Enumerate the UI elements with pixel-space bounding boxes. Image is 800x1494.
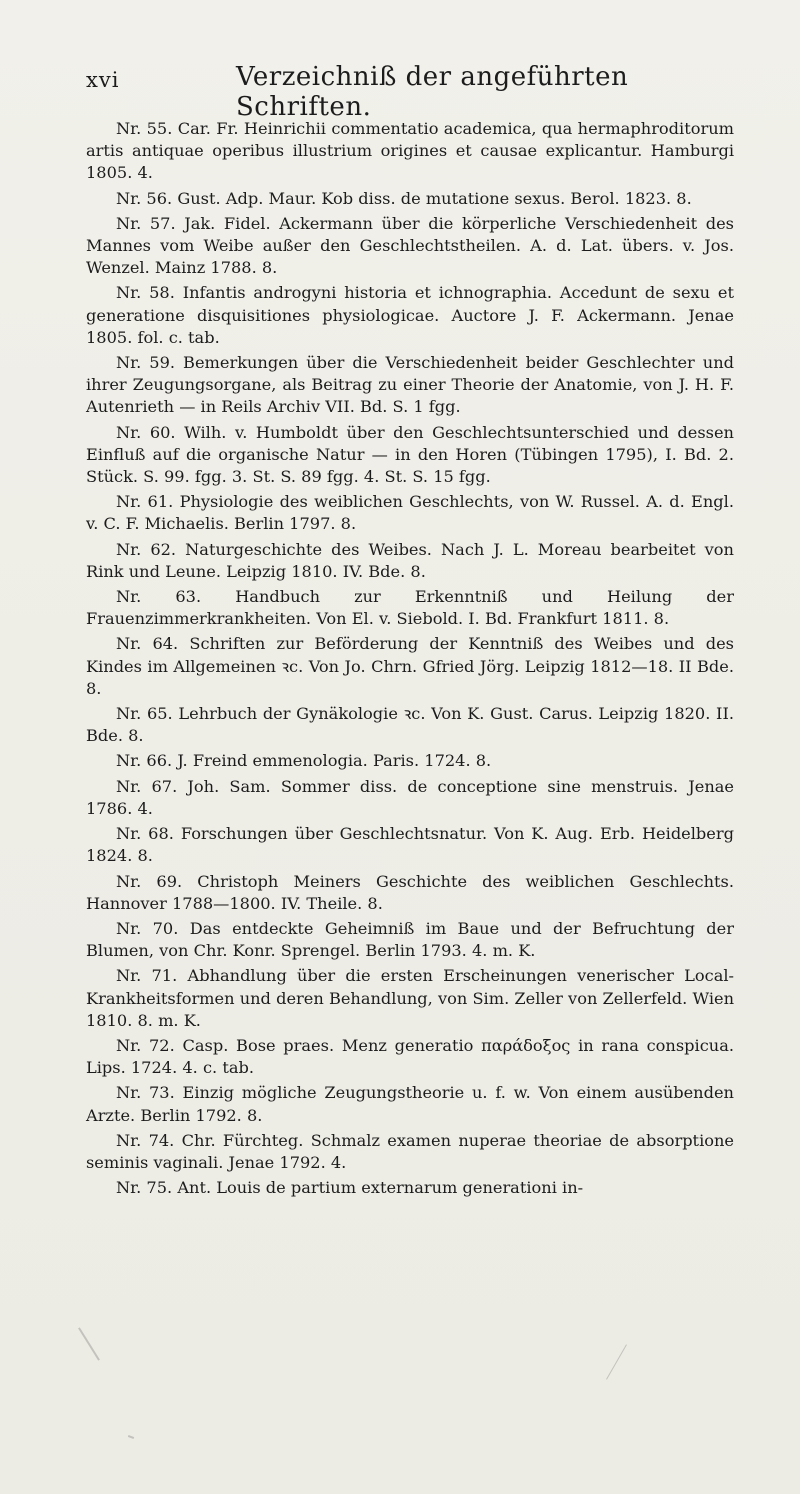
entry-number: Nr. 58. bbox=[116, 283, 175, 303]
entry-number: Nr. 61. bbox=[116, 492, 174, 512]
bibliography-entry bbox=[86, 422, 734, 489]
entry-number: Nr. 56. bbox=[116, 188, 173, 208]
entry-number: Nr. 66. bbox=[116, 751, 173, 771]
entry-text: Ant. Louis de partium externarum generationi in- bbox=[177, 1178, 584, 1198]
entry-number: Nr. 73. bbox=[116, 1083, 175, 1103]
bibliography-entry bbox=[86, 118, 734, 185]
bibliography-entry bbox=[86, 823, 734, 867]
entry-text: Infantis androgyni historia et ichnographia. Accedunt de sexu et generatione disquisitiones physiologicae. Auctore J. F. Ackermann. Jenae 1805. fol. c. tab. bbox=[86, 283, 734, 347]
entry-text: Jak. Fidel. Ackermann über die körperliche Verschiedenheit des Mannes vom Weibe außer den Geschlechtstheilen. A. d. Lat. übers. v. Jos. Wenzel. Mainz 1788. 8. bbox=[86, 213, 734, 278]
entry-number: Nr. 64. bbox=[116, 634, 179, 654]
entry-text: Naturgeschichte des Weibes. Nach J. L. Moreau bearbeitet von Rink und Leune. Leipzig 1810. IV. Bde. 8. bbox=[86, 539, 734, 581]
entry-text: Gust. Adp. Maur. Kob diss. de mutatione sexus. Berol. 1823. 8. bbox=[177, 188, 692, 208]
entry-number: Nr. 65. bbox=[116, 704, 173, 724]
bibliography-entry bbox=[86, 1177, 734, 1199]
bibliography-list bbox=[86, 118, 734, 1202]
entry-number: Nr. 74. bbox=[116, 1130, 175, 1150]
entry-text: Lehrbuch der Gynäkologie ꝛc. Von K. Gust. Carus. Leipzig 1820. II. Bde. 8. bbox=[86, 704, 734, 746]
paper-speck bbox=[78, 1327, 100, 1360]
entry-number: Nr. 57. bbox=[116, 213, 176, 233]
bibliography-entry bbox=[86, 213, 734, 280]
entry-text: Physiologie des weiblichen Geschlechts, von W. Russel. A. d. Engl. v. C. F. Michaelis. Berlin 1797. 8. bbox=[86, 492, 734, 534]
bibliography-entry bbox=[86, 918, 734, 962]
page-number: xvi bbox=[86, 68, 120, 92]
entry-text: Einzig mögliche Zeugungstheorie u. f. w. Von einem ausübenden Arzte. Berlin 1792. 8. bbox=[86, 1083, 734, 1125]
entry-text: Christoph Meiners Geschichte des weiblichen Geschlechts. Hannover 1788—1800. IV. Theile. 8. bbox=[86, 871, 734, 913]
entry-text: Forschungen über Geschlechtsnatur. Von K. Aug. Erb. Heidelberg 1824. 8. bbox=[86, 824, 734, 866]
bibliography-entry bbox=[86, 1035, 734, 1079]
bibliography-entry bbox=[86, 539, 734, 583]
entry-number: Nr. 59. bbox=[116, 353, 176, 373]
entry-text: Schriften zur Beförderung der Kenntniß des Weibes und des Kindes im Allgemeinen ꝛc. Von Jo. Chrn. Gfried Jörg. Leipzig 1812—18. II Bde. 8. bbox=[86, 634, 734, 698]
entry-number: Nr. 72. bbox=[116, 1035, 175, 1055]
bibliography-entry bbox=[86, 703, 734, 747]
bibliography-entry bbox=[86, 750, 734, 772]
entry-number: Nr. 67. bbox=[116, 776, 178, 796]
entry-text: Bemerkungen über die Verschiedenheit beider Geschlechter und ihrer Zeugungsorgane, als Beitrag zu einer Theorie der Anatomie, von J. H. F. Autenrieth — in Reils Archiv VII. Bd. S. 1 fgg. bbox=[86, 353, 734, 417]
paper-speck bbox=[128, 1435, 134, 1439]
entry-number: Nr. 70. bbox=[116, 918, 179, 938]
entry-text: Wilh. v. Humboldt über den Geschlechtsunterschied und dessen Einfluß auf die organische Natur — in den Horen (Tübingen 1795), I. Bd. 2. Stück. S. 99. fgg. 3. St. S. 89 fgg. 4. St. S. 15 fgg. bbox=[86, 422, 734, 487]
entry-text: Casp. Bose praes. Menz generatio παράδοξος in rana conspicua. Lips. 1724. 4. c. tab. bbox=[86, 1035, 734, 1078]
page-header bbox=[86, 62, 730, 122]
bibliography-entry bbox=[86, 1082, 734, 1126]
running-title: Verzeichniß der angeführten Schriften. bbox=[236, 62, 629, 122]
entry-number: Nr. 63. bbox=[116, 587, 202, 607]
bibliography-entry bbox=[86, 633, 734, 700]
entry-number: Nr. 68. bbox=[116, 824, 174, 844]
entry-number: Nr. 55. bbox=[116, 119, 173, 138]
bibliography-entry bbox=[86, 352, 734, 419]
entry-text: Car. Fr. Heinrichii commentatio academica, qua hermaphroditorum artis antiquae operibus illustrium origines et causae explicantur. Hamburgi 1805. 4. bbox=[86, 119, 734, 183]
bibliography-entry bbox=[86, 871, 734, 915]
bibliography-entry bbox=[86, 1130, 734, 1174]
bibliography-entry bbox=[86, 282, 734, 349]
entry-number: Nr. 60. bbox=[116, 422, 176, 442]
entry-text: J. Freind emmenologia. Paris. 1724. 8. bbox=[177, 751, 492, 771]
entry-text: Abhandlung über die ersten Erscheinungen venerischer Local-Krankheitsformen und deren Behandlung, von Sim. Zeller von Zellerfeld. Wien 1810. 8. m. K. bbox=[86, 966, 734, 1030]
entry-number: Nr. 69. bbox=[116, 871, 183, 891]
entry-text: Chr. Fürchteg. Schmalz examen nuperae theoriae de absorptione seminis vaginali. Jenae 1792. 4. bbox=[86, 1130, 734, 1172]
bibliography-entry bbox=[86, 491, 734, 535]
bibliography-entry bbox=[86, 586, 734, 630]
entry-text: Handbuch zur Erkenntniß und Heilung der Frauenzimmerkrankheiten. Von El. v. Siebold. I. Bd. Frankfurt 1811. 8. bbox=[86, 587, 734, 629]
entry-number: Nr. 71. bbox=[116, 966, 178, 986]
bibliography-entry bbox=[86, 188, 734, 210]
entry-number: Nr. 62. bbox=[116, 539, 177, 559]
bibliography-entry bbox=[86, 965, 734, 1032]
entry-number: Nr. 75. bbox=[116, 1178, 173, 1198]
entry-text: Das entdeckte Geheimniß im Baue und der Befruchtung der Blumen, von Chr. Konr. Sprengel. Berlin 1793. 4. m. K. bbox=[86, 918, 734, 961]
paper-speck bbox=[606, 1344, 627, 1379]
bibliography-entry bbox=[86, 776, 734, 820]
entry-text: Joh. Sam. Sommer diss. de conceptione sine menstruis. Jenae 1786. 4. bbox=[86, 776, 734, 818]
